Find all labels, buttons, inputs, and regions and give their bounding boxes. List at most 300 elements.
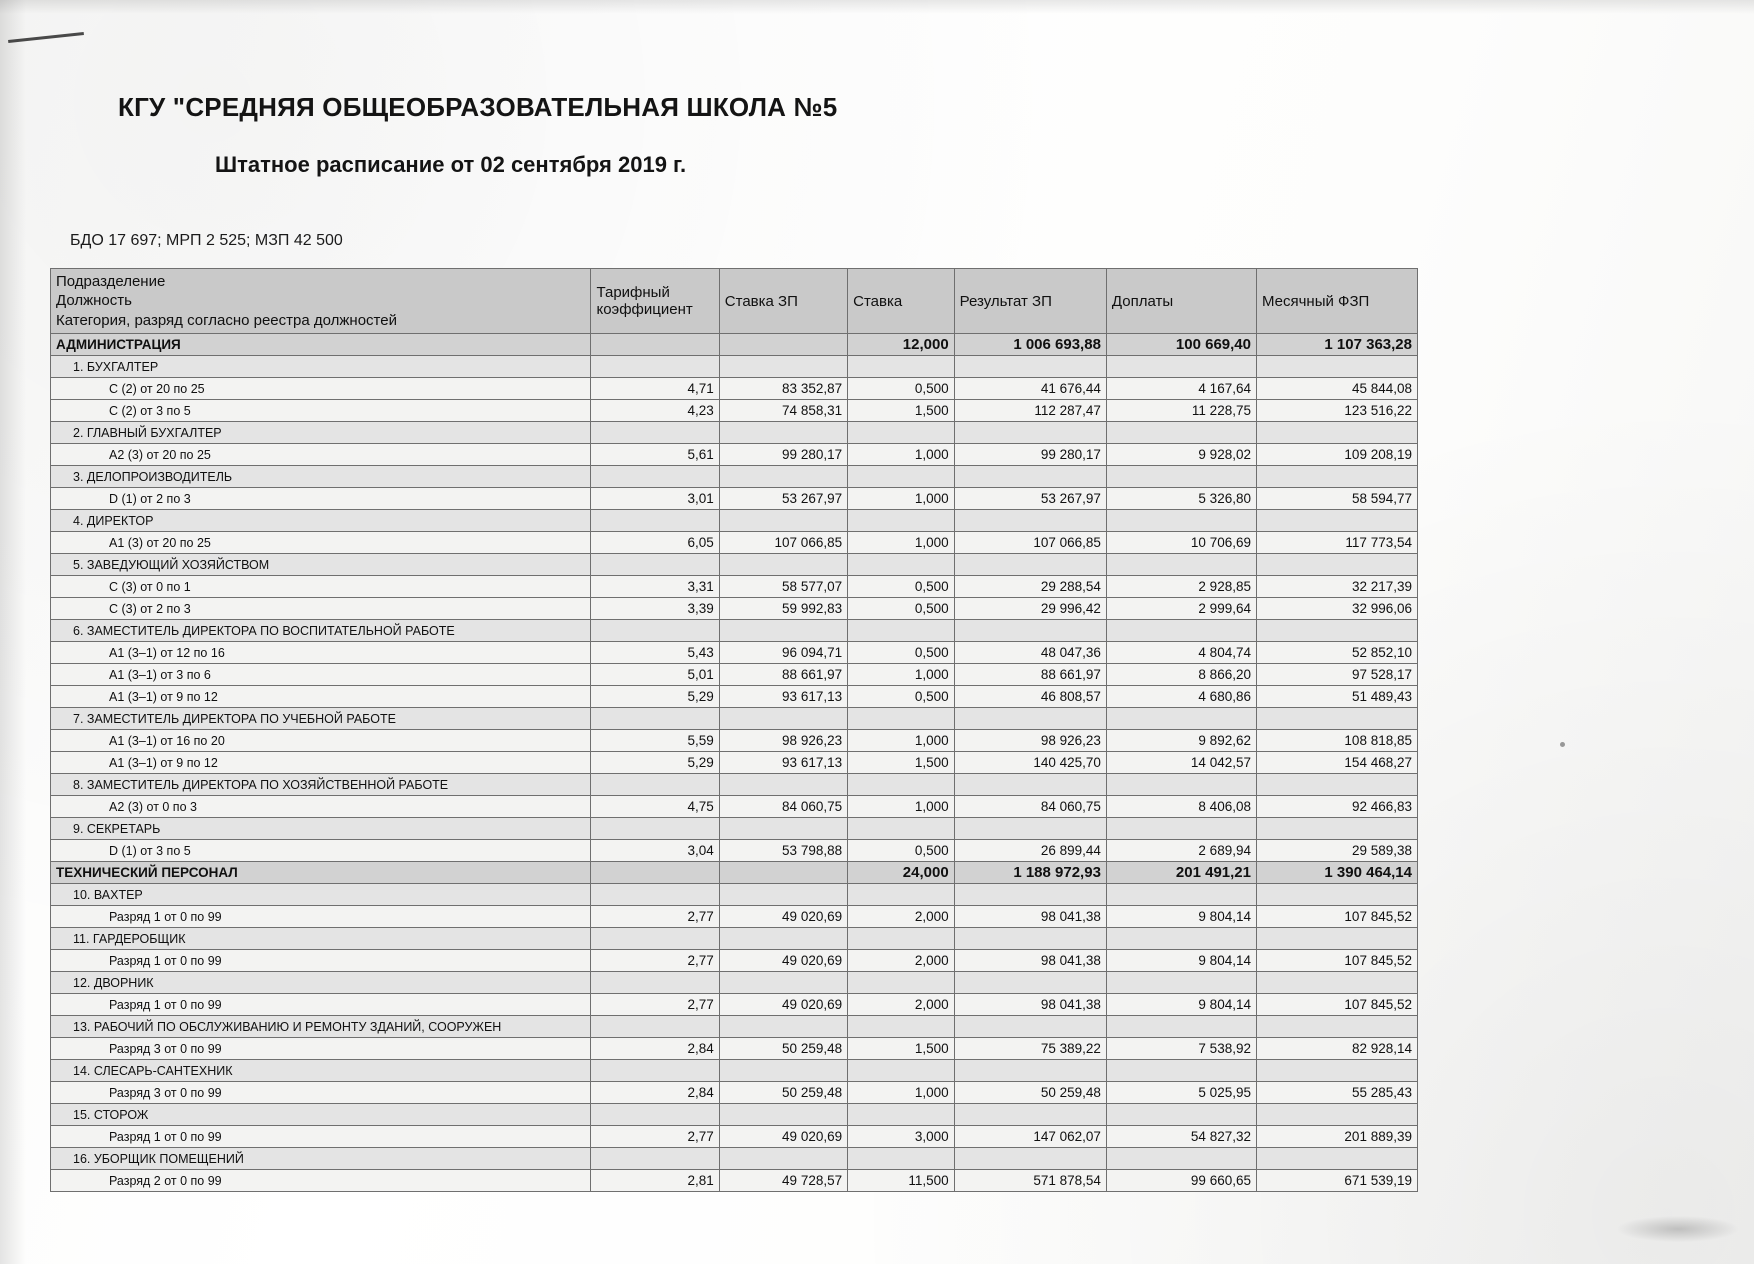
cell-month: 107 845,52 xyxy=(1256,906,1417,928)
table-row xyxy=(51,862,1418,884)
cell-coef xyxy=(591,1148,719,1170)
cell-month: 32 996,06 xyxy=(1256,598,1417,620)
cell-coef: 5,43 xyxy=(591,642,719,664)
cell-dopl: 8 406,08 xyxy=(1106,796,1256,818)
cell-result: 98 041,38 xyxy=(954,906,1106,928)
table-row xyxy=(51,576,1418,598)
cell-rate xyxy=(719,774,847,796)
cell-coef: 2,77 xyxy=(591,950,719,972)
table-row xyxy=(51,664,1418,686)
table-row xyxy=(51,730,1418,752)
table-row xyxy=(51,1082,1418,1104)
cell-month: 154 468,27 xyxy=(1256,752,1417,774)
cell-dopl xyxy=(1106,972,1256,994)
cell-rate: 74 858,31 xyxy=(719,400,847,422)
table-row xyxy=(51,906,1418,928)
cell-result: 75 389,22 xyxy=(954,1038,1106,1060)
cell-rate: 99 280,17 xyxy=(719,444,847,466)
cell-stavka: 0,500 xyxy=(848,576,955,598)
cell-rate xyxy=(719,862,847,884)
cell-month: 55 285,43 xyxy=(1256,1082,1417,1104)
row-position-label: 12. ДВОРНИК xyxy=(51,972,591,994)
table-row xyxy=(51,1126,1418,1148)
cell-result xyxy=(954,1060,1106,1082)
cell-dopl: 11 228,75 xyxy=(1106,400,1256,422)
cell-month: 123 516,22 xyxy=(1256,400,1417,422)
cell-stavka: 0,500 xyxy=(848,840,955,862)
cell-month: 109 208,19 xyxy=(1256,444,1417,466)
cell-coef: 4,23 xyxy=(591,400,719,422)
table-row xyxy=(51,994,1418,1016)
table-row xyxy=(51,1148,1418,1170)
cell-month: 92 466,83 xyxy=(1256,796,1417,818)
cell-stavka xyxy=(848,928,955,950)
cell-dopl: 99 660,65 xyxy=(1106,1170,1256,1192)
table-row xyxy=(51,642,1418,664)
row-category-label: A1 (3–1) от 9 по 12 xyxy=(51,686,591,708)
cell-dopl xyxy=(1106,928,1256,950)
cell-rate xyxy=(719,1060,847,1082)
row-position-label: 4. ДИРЕКТОР xyxy=(51,510,591,532)
row-position-label: 14. СЛЕСАРЬ-САНТЕХНИК xyxy=(51,1060,591,1082)
cell-rate xyxy=(719,510,847,532)
cell-rate: 88 661,97 xyxy=(719,664,847,686)
cell-coef: 5,29 xyxy=(591,686,719,708)
cell-month xyxy=(1256,928,1417,950)
cell-dopl: 9 804,14 xyxy=(1106,994,1256,1016)
table-row xyxy=(51,950,1418,972)
row-group-label: ТЕХНИЧЕСКИЙ ПЕРСОНАЛ xyxy=(51,862,591,884)
cell-dopl: 8 866,20 xyxy=(1106,664,1256,686)
cell-stavka: 1,000 xyxy=(848,796,955,818)
cell-rate xyxy=(719,884,847,906)
cell-coef: 3,31 xyxy=(591,576,719,598)
cell-rate: 49 020,69 xyxy=(719,950,847,972)
cell-stavka xyxy=(848,774,955,796)
cell-dopl: 2 689,94 xyxy=(1106,840,1256,862)
cell-coef: 5,61 xyxy=(591,444,719,466)
table-body xyxy=(51,334,1418,1192)
cell-dopl: 9 804,14 xyxy=(1106,950,1256,972)
cell-dopl xyxy=(1106,1060,1256,1082)
cell-result: 53 267,97 xyxy=(954,488,1106,510)
cell-month: 1 107 363,28 xyxy=(1256,334,1417,356)
cell-result xyxy=(954,708,1106,730)
column-header-additional-payments: Доплаты xyxy=(1106,269,1256,334)
cell-month xyxy=(1256,356,1417,378)
cell-coef: 2,77 xyxy=(591,994,719,1016)
cell-month: 32 217,39 xyxy=(1256,576,1417,598)
cell-coef xyxy=(591,466,719,488)
table-row xyxy=(51,532,1418,554)
row-category-label: C (2) от 20 по 25 xyxy=(51,378,591,400)
cell-stavka: 0,500 xyxy=(848,686,955,708)
cell-stavka xyxy=(848,1104,955,1126)
row-position-label: 11. ГАРДЕРОБЩИК xyxy=(51,928,591,950)
column-header-salary-result: Результат ЗП xyxy=(954,269,1106,334)
cell-month: 117 773,54 xyxy=(1256,532,1417,554)
cell-result xyxy=(954,1148,1106,1170)
row-position-label: 2. ГЛАВНЫЙ БУХГАЛТЕР xyxy=(51,422,591,444)
cell-coef xyxy=(591,334,719,356)
cell-stavka: 0,500 xyxy=(848,642,955,664)
cell-coef xyxy=(591,554,719,576)
column-header-salary-rate: Ставка ЗП xyxy=(719,269,847,334)
cell-result xyxy=(954,1016,1106,1038)
table-row xyxy=(51,1016,1418,1038)
cell-result xyxy=(954,1104,1106,1126)
row-category-label: Разряд 3 от 0 по 99 xyxy=(51,1082,591,1104)
page-edge-shadow-top xyxy=(0,0,1754,14)
cell-result: 48 047,36 xyxy=(954,642,1106,664)
cell-stavka: 0,500 xyxy=(848,378,955,400)
row-category-label: D (1) от 3 по 5 xyxy=(51,840,591,862)
scan-speck xyxy=(1560,742,1565,747)
cell-rate: 93 617,13 xyxy=(719,752,847,774)
cell-rate: 107 066,85 xyxy=(719,532,847,554)
cell-result xyxy=(954,620,1106,642)
table-row xyxy=(51,554,1418,576)
cell-stavka xyxy=(848,1016,955,1038)
cell-result: 98 926,23 xyxy=(954,730,1106,752)
cell-result: 41 676,44 xyxy=(954,378,1106,400)
column-header-monthly-fund: Месячный ФЗП xyxy=(1256,269,1417,334)
cell-stavka xyxy=(848,510,955,532)
cell-coef xyxy=(591,422,719,444)
cell-dopl: 4 680,86 xyxy=(1106,686,1256,708)
cell-result: 98 041,38 xyxy=(954,950,1106,972)
cell-rate xyxy=(719,554,847,576)
cell-rate: 58 577,07 xyxy=(719,576,847,598)
cell-dopl: 9 928,02 xyxy=(1106,444,1256,466)
cell-coef: 2,77 xyxy=(591,1126,719,1148)
cell-coef: 2,84 xyxy=(591,1082,719,1104)
cell-coef: 5,59 xyxy=(591,730,719,752)
cell-dopl xyxy=(1106,466,1256,488)
table-row xyxy=(51,1170,1418,1192)
cell-rate: 49 728,57 xyxy=(719,1170,847,1192)
cell-result: 46 808,57 xyxy=(954,686,1106,708)
cell-stavka xyxy=(848,466,955,488)
cell-coef xyxy=(591,972,719,994)
table-row xyxy=(51,422,1418,444)
cell-stavka xyxy=(848,1148,955,1170)
table-row xyxy=(51,444,1418,466)
cell-rate: 84 060,75 xyxy=(719,796,847,818)
table-row xyxy=(51,796,1418,818)
cell-stavka: 2,000 xyxy=(848,906,955,928)
cell-result: 84 060,75 xyxy=(954,796,1106,818)
row-category-label: A1 (3–1) от 16 по 20 xyxy=(51,730,591,752)
cell-dopl: 5 025,95 xyxy=(1106,1082,1256,1104)
cell-month xyxy=(1256,554,1417,576)
row-category-label: A2 (3) от 20 по 25 xyxy=(51,444,591,466)
cell-stavka: 11,500 xyxy=(848,1170,955,1192)
cell-rate: 53 798,88 xyxy=(719,840,847,862)
cell-result xyxy=(954,818,1106,840)
cell-dopl: 2 999,64 xyxy=(1106,598,1256,620)
cell-month: 107 845,52 xyxy=(1256,994,1417,1016)
cell-result: 99 280,17 xyxy=(954,444,1106,466)
cell-coef xyxy=(591,818,719,840)
row-category-label: D (1) от 2 по 3 xyxy=(51,488,591,510)
table-row xyxy=(51,818,1418,840)
row-category-label: Разряд 3 от 0 по 99 xyxy=(51,1038,591,1060)
document-title: КГУ "СРЕДНЯЯ ОБЩЕОБРАЗОВАТЕЛЬНАЯ ШКОЛА №5 xyxy=(118,92,838,122)
column-header-line-3: Категория, разряд согласно реестра должностей xyxy=(56,311,397,329)
row-category-label: Разряд 1 от 0 по 99 xyxy=(51,906,591,928)
cell-month: 108 818,85 xyxy=(1256,730,1417,752)
cell-rate xyxy=(719,466,847,488)
row-position-label: 7. ЗАМЕСТИТЕЛЬ ДИРЕКТОРА ПО УЧЕБНОЙ РАБОТЕ xyxy=(51,708,591,730)
cell-month: 82 928,14 xyxy=(1256,1038,1417,1060)
cell-coef: 4,75 xyxy=(591,796,719,818)
cell-stavka: 1,500 xyxy=(848,752,955,774)
cell-stavka: 1,000 xyxy=(848,444,955,466)
cell-stavka: 1,000 xyxy=(848,1082,955,1104)
cell-rate xyxy=(719,818,847,840)
staffing-table xyxy=(50,268,1418,1192)
cell-coef: 3,39 xyxy=(591,598,719,620)
cell-coef: 5,29 xyxy=(591,752,719,774)
cell-rate xyxy=(719,1016,847,1038)
cell-result xyxy=(954,774,1106,796)
page-edge-shadow-left xyxy=(0,0,26,1264)
cell-coef xyxy=(591,356,719,378)
row-position-label: 13. РАБОЧИЙ ПО ОБСЛУЖИВАНИЮ И РЕМОНТУ ЗДАНИЙ, СООРУЖЕН xyxy=(51,1016,591,1038)
row-position-label: 10. ВАХТЕР xyxy=(51,884,591,906)
cell-coef xyxy=(591,1016,719,1038)
cell-month xyxy=(1256,620,1417,642)
row-category-label: A1 (3–1) от 3 по 6 xyxy=(51,664,591,686)
cell-stavka: 2,000 xyxy=(848,994,955,1016)
cell-month: 45 844,08 xyxy=(1256,378,1417,400)
table-row xyxy=(51,1038,1418,1060)
cell-month xyxy=(1256,1060,1417,1082)
cell-dopl: 9 804,14 xyxy=(1106,906,1256,928)
cell-coef xyxy=(591,928,719,950)
row-category-label: A1 (3) от 20 по 25 xyxy=(51,532,591,554)
cell-result: 147 062,07 xyxy=(954,1126,1106,1148)
cell-month xyxy=(1256,972,1417,994)
table-row xyxy=(51,884,1418,906)
table-row xyxy=(51,752,1418,774)
cell-result: 98 041,38 xyxy=(954,994,1106,1016)
cell-stavka: 12,000 xyxy=(848,334,955,356)
cell-coef xyxy=(591,620,719,642)
cell-coef xyxy=(591,1104,719,1126)
cell-stavka: 2,000 xyxy=(848,950,955,972)
cell-coef xyxy=(591,708,719,730)
cell-rate xyxy=(719,334,847,356)
cell-coef xyxy=(591,884,719,906)
cell-rate xyxy=(719,708,847,730)
row-category-label: A2 (3) от 0 по 3 xyxy=(51,796,591,818)
cell-dopl xyxy=(1106,422,1256,444)
column-header-subdivision xyxy=(51,269,591,334)
cell-stavka xyxy=(848,972,955,994)
cell-month xyxy=(1256,884,1417,906)
cell-dopl: 2 928,85 xyxy=(1106,576,1256,598)
cell-coef: 4,71 xyxy=(591,378,719,400)
cell-rate: 50 259,48 xyxy=(719,1038,847,1060)
cell-rate: 49 020,69 xyxy=(719,906,847,928)
cell-stavka xyxy=(848,620,955,642)
row-position-label: 1. БУХГАЛТЕР xyxy=(51,356,591,378)
column-header-line-1: Подразделение xyxy=(56,272,166,290)
row-position-label: 6. ЗАМЕСТИТЕЛЬ ДИРЕКТОРА ПО ВОСПИТАТЕЛЬНОЙ РАБОТЕ xyxy=(51,620,591,642)
cell-month xyxy=(1256,1016,1417,1038)
cell-month xyxy=(1256,466,1417,488)
cell-dopl: 7 538,92 xyxy=(1106,1038,1256,1060)
cell-result xyxy=(954,356,1106,378)
row-position-label: 9. СЕКРЕТАРЬ xyxy=(51,818,591,840)
cell-month: 1 390 464,14 xyxy=(1256,862,1417,884)
cell-coef: 5,01 xyxy=(591,664,719,686)
table-row xyxy=(51,620,1418,642)
cell-result xyxy=(954,510,1106,532)
cell-result xyxy=(954,466,1106,488)
cell-stavka xyxy=(848,708,955,730)
cell-month: 52 852,10 xyxy=(1256,642,1417,664)
row-category-label: A1 (3–1) от 9 по 12 xyxy=(51,752,591,774)
cell-rate: 83 352,87 xyxy=(719,378,847,400)
cell-stavka: 24,000 xyxy=(848,862,955,884)
cell-rate xyxy=(719,356,847,378)
cell-rate: 98 926,23 xyxy=(719,730,847,752)
cell-dopl xyxy=(1106,1104,1256,1126)
cell-coef: 3,01 xyxy=(591,488,719,510)
cell-month: 671 539,19 xyxy=(1256,1170,1417,1192)
row-category-label: C (2) от 3 по 5 xyxy=(51,400,591,422)
table-row xyxy=(51,686,1418,708)
cell-stavka: 1,000 xyxy=(848,664,955,686)
cell-stavka xyxy=(848,422,955,444)
cell-stavka: 1,000 xyxy=(848,488,955,510)
row-category-label: A1 (3–1) от 12 по 16 xyxy=(51,642,591,664)
cell-stavka: 1,500 xyxy=(848,1038,955,1060)
cell-month xyxy=(1256,1148,1417,1170)
cell-coef xyxy=(591,1060,719,1082)
cell-month: 51 489,43 xyxy=(1256,686,1417,708)
cell-dopl: 10 706,69 xyxy=(1106,532,1256,554)
cell-result: 112 287,47 xyxy=(954,400,1106,422)
table-row xyxy=(51,1104,1418,1126)
cell-stavka xyxy=(848,884,955,906)
cell-dopl: 54 827,32 xyxy=(1106,1126,1256,1148)
cell-rate xyxy=(719,1104,847,1126)
cell-dopl: 14 042,57 xyxy=(1106,752,1256,774)
cell-result: 140 425,70 xyxy=(954,752,1106,774)
cell-month: 29 589,38 xyxy=(1256,840,1417,862)
table-row xyxy=(51,774,1418,796)
row-category-label: Разряд 1 от 0 по 99 xyxy=(51,994,591,1016)
document-note: БДО 17 697; МРП 2 525; МЗП 42 500 xyxy=(70,232,343,249)
cell-result: 107 066,85 xyxy=(954,532,1106,554)
row-position-label: 3. ДЕЛОПРОИЗВОДИТЕЛЬ xyxy=(51,466,591,488)
cell-dopl xyxy=(1106,620,1256,642)
cell-rate: 59 992,83 xyxy=(719,598,847,620)
table-row xyxy=(51,400,1418,422)
cell-dopl: 5 326,80 xyxy=(1106,488,1256,510)
cell-result xyxy=(954,972,1106,994)
row-category-label: C (3) от 0 по 1 xyxy=(51,576,591,598)
cell-month xyxy=(1256,510,1417,532)
cell-dopl xyxy=(1106,884,1256,906)
cell-dopl: 201 491,21 xyxy=(1106,862,1256,884)
cell-result: 29 996,42 xyxy=(954,598,1106,620)
cell-coef xyxy=(591,862,719,884)
cell-result xyxy=(954,928,1106,950)
cell-dopl xyxy=(1106,510,1256,532)
cell-rate: 49 020,69 xyxy=(719,1126,847,1148)
cell-month xyxy=(1256,422,1417,444)
table-row xyxy=(51,972,1418,994)
table-row xyxy=(51,378,1418,400)
cell-dopl xyxy=(1106,356,1256,378)
table-row xyxy=(51,334,1418,356)
cell-dopl xyxy=(1106,818,1256,840)
cell-rate: 96 094,71 xyxy=(719,642,847,664)
row-position-label: 15. СТОРОЖ xyxy=(51,1104,591,1126)
cell-coef: 2,81 xyxy=(591,1170,719,1192)
cell-result: 1 188 972,93 xyxy=(954,862,1106,884)
cell-dopl xyxy=(1106,1016,1256,1038)
cell-result: 1 006 693,88 xyxy=(954,334,1106,356)
cell-stavka: 1,500 xyxy=(848,400,955,422)
cell-coef: 2,84 xyxy=(591,1038,719,1060)
cell-stavka xyxy=(848,554,955,576)
cell-coef: 3,04 xyxy=(591,840,719,862)
cell-stavka: 1,000 xyxy=(848,532,955,554)
cell-stavka xyxy=(848,356,955,378)
table-row xyxy=(51,510,1418,532)
row-position-label: 8. ЗАМЕСТИТЕЛЬ ДИРЕКТОРА ПО ХОЗЯЙСТВЕННОЙ РАБОТЕ xyxy=(51,774,591,796)
table-row xyxy=(51,708,1418,730)
row-position-label: 16. УБОРЩИК ПОМЕЩЕНИЙ xyxy=(51,1148,591,1170)
cell-result: 26 899,44 xyxy=(954,840,1106,862)
cell-stavka xyxy=(848,818,955,840)
cell-stavka: 0,500 xyxy=(848,598,955,620)
cell-stavka xyxy=(848,1060,955,1082)
cell-coef xyxy=(591,774,719,796)
cell-result: 29 288,54 xyxy=(954,576,1106,598)
cell-rate xyxy=(719,1148,847,1170)
cell-rate xyxy=(719,620,847,642)
cell-rate: 49 020,69 xyxy=(719,994,847,1016)
cell-month xyxy=(1256,1104,1417,1126)
cell-dopl: 4 804,74 xyxy=(1106,642,1256,664)
cell-coef: 6,05 xyxy=(591,532,719,554)
cell-result: 88 661,97 xyxy=(954,664,1106,686)
table-row xyxy=(51,488,1418,510)
cell-month xyxy=(1256,774,1417,796)
cell-dopl: 4 167,64 xyxy=(1106,378,1256,400)
cell-stavka: 3,000 xyxy=(848,1126,955,1148)
table-row xyxy=(51,356,1418,378)
table-row xyxy=(51,598,1418,620)
table-row xyxy=(51,928,1418,950)
table-header xyxy=(51,269,1418,334)
cell-dopl: 100 669,40 xyxy=(1106,334,1256,356)
cell-result xyxy=(954,422,1106,444)
cell-month xyxy=(1256,818,1417,840)
row-position-label: 5. ЗАВЕДУЮЩИЙ ХОЗЯЙСТВОМ xyxy=(51,554,591,576)
row-group-label: АДМИНИСТРАЦИЯ xyxy=(51,334,591,356)
cell-dopl xyxy=(1106,708,1256,730)
cell-month xyxy=(1256,708,1417,730)
cell-month: 107 845,52 xyxy=(1256,950,1417,972)
